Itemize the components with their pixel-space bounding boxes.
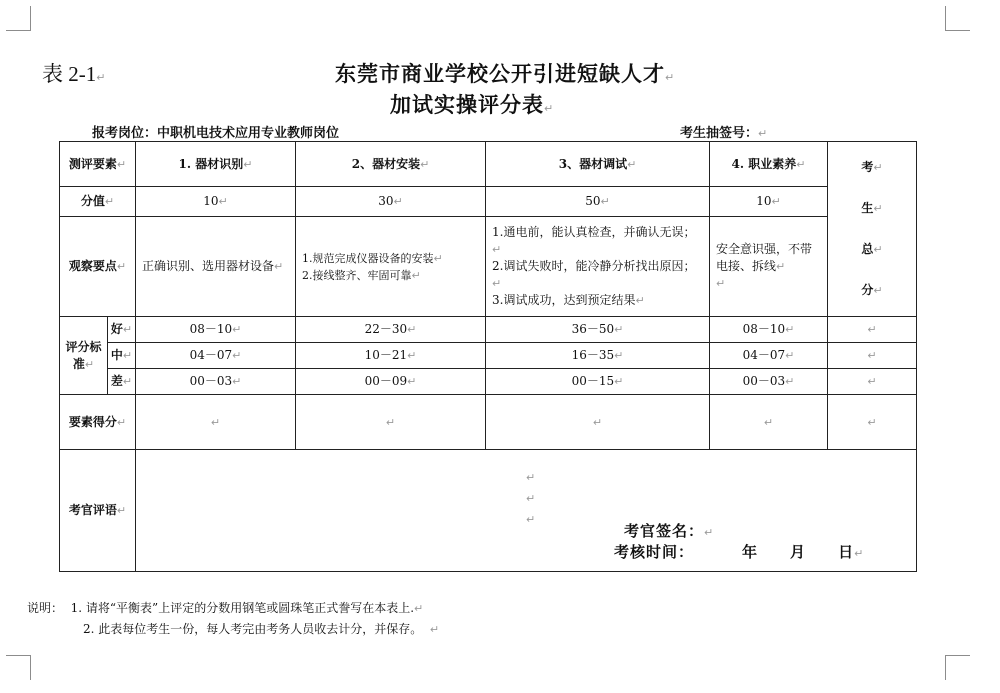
element-score-3: ↵ <box>486 395 710 450</box>
crop-mark-top-left <box>6 6 31 31</box>
comment-row <box>60 450 917 572</box>
crop-mark-top-right <box>945 6 970 31</box>
criteria-row <box>60 142 917 187</box>
exam-time-field: 考核时间： 年 月 日↵ <box>614 542 865 561</box>
signature-field: 考官签名：↵ <box>624 521 715 540</box>
range-3-poor: 00－15↵ <box>486 369 710 395</box>
grade-row-mid <box>60 343 917 369</box>
observe-4: 安全意识强，不带电接、拆线↵ ↵ <box>710 217 828 317</box>
post-label: 报考岗位：中职机电技术应用专业教师岗位 <box>92 126 340 141</box>
element-score-label: 要素得分↵ <box>60 395 136 450</box>
range-3-good: 36－50↵ <box>486 317 710 343</box>
total-mid: ↵ <box>828 343 917 369</box>
grade-row-good <box>60 317 917 343</box>
observe-3: 1.通电前，能认真检查，并确认无误；↵ 2.调试失败时，能冷静分析找出原因；↵ 3.调试成功，达到预定结果↵ <box>486 217 710 317</box>
element-score-row <box>60 395 917 450</box>
range-2-poor: 00－09↵ <box>296 369 486 395</box>
grade-good: 好↵ <box>108 317 136 343</box>
range-1-good: 08－10↵ <box>136 317 296 343</box>
crop-mark-bottom-left <box>6 655 31 680</box>
score-row <box>60 187 917 217</box>
grade-poor: 差↵ <box>108 369 136 395</box>
range-1-poor: 00－03↵ <box>136 369 296 395</box>
title-line-1: 东莞市商业学校公开引进短缺人才↵ <box>335 62 676 86</box>
score-2: 30↵ <box>296 187 486 217</box>
grade-label: 评分标准↵ <box>60 317 108 395</box>
notes-line-2: 2. 此表每位考生一份，每人考完由考务人员收去计分，并保存。 ↵ <box>83 622 440 636</box>
examiner-comment-area <box>136 450 917 572</box>
element-score-total: ↵ <box>828 395 917 450</box>
total-score-header: 考↵ 生↵ 总↵ 分↵ <box>828 142 917 317</box>
range-1-mid: 04－07↵ <box>136 343 296 369</box>
criteria-4: 4. 职业素养↵ <box>710 142 828 187</box>
criteria-1: 1. 器材识别↵ <box>136 142 296 187</box>
grade-mid: 中↵ <box>108 343 136 369</box>
observe-label: 观察要点↵ <box>60 217 136 317</box>
range-4-mid: 04－07↵ <box>710 343 828 369</box>
score-1: 10↵ <box>136 187 296 217</box>
score-label: 分值↵ <box>60 187 136 217</box>
draw-number-label: 考生抽签号：↵ <box>680 126 768 141</box>
criteria-label: 测评要素↵ <box>60 142 136 187</box>
element-score-2: ↵ <box>296 395 486 450</box>
criteria-3: 3、器材调试↵ <box>486 142 710 187</box>
examiner-comment-label: 考官评语↵ <box>60 450 136 572</box>
range-2-good: 22－30↵ <box>296 317 486 343</box>
score-table <box>59 141 917 572</box>
observe-row <box>60 217 917 317</box>
notes <box>27 598 439 640</box>
score-4: 10↵ <box>710 187 828 217</box>
crop-mark-bottom-right <box>945 655 970 680</box>
grade-row-poor <box>60 369 917 395</box>
observe-1: 正确识别、选用器材设备↵ <box>136 217 296 317</box>
range-3-mid: 16－35↵ <box>486 343 710 369</box>
notes-line-1: 说明： 1. 请将“平衡表”上评定的分数用钢笔或圆珠笔正式誊写在本表上.↵ <box>27 601 424 615</box>
range-4-good: 08－10↵ <box>710 317 828 343</box>
total-poor: ↵ <box>828 369 917 395</box>
score-3: 50↵ <box>486 187 710 217</box>
observe-2: 1.规范完成仪器设备的安装↵ 2.接线整齐、牢固可靠↵ <box>296 217 486 317</box>
criteria-2: 2、器材安装↵ <box>296 142 486 187</box>
title-line-2: 加试实操评分表↵ <box>390 93 555 117</box>
total-good: ↵ <box>828 317 917 343</box>
comment-paragraph-marks: ↵ ↵ ↵ <box>526 470 536 526</box>
range-2-mid: 10－21↵ <box>296 343 486 369</box>
element-score-1: ↵ <box>136 395 296 450</box>
table-number: 表 2-1↵ <box>42 62 106 86</box>
element-score-4: ↵ <box>710 395 828 450</box>
range-4-poor: 00－03↵ <box>710 369 828 395</box>
